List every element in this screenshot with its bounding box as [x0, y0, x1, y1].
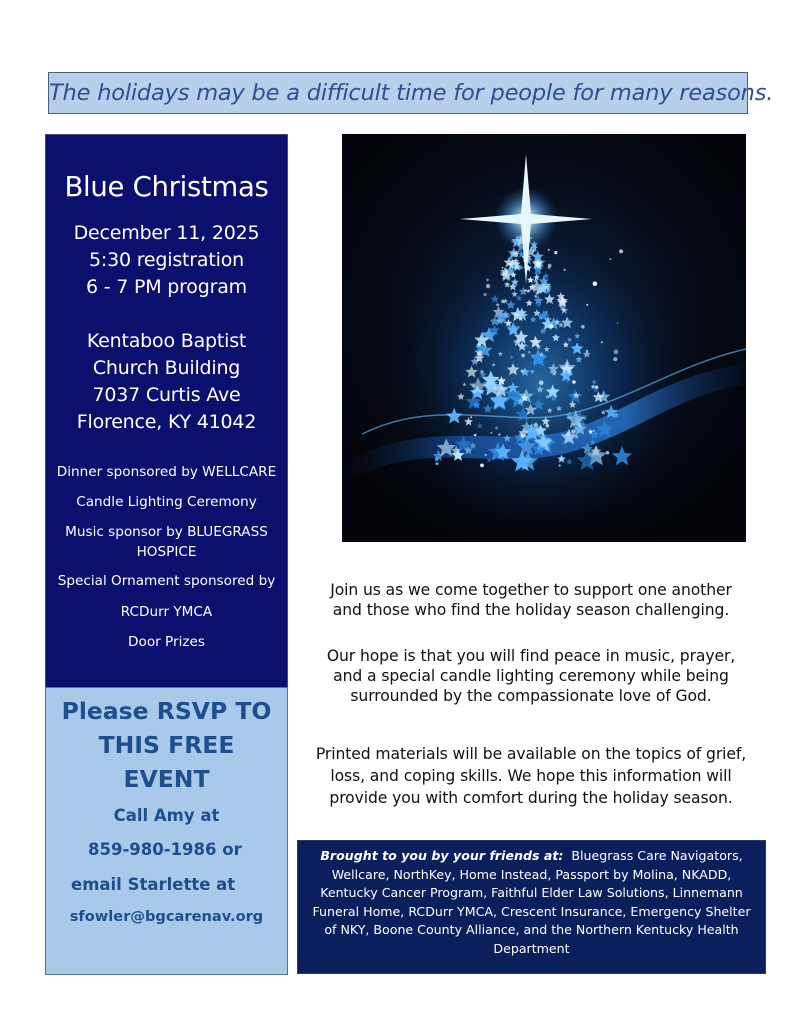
- rsvp-heading-line2: THIS FREE: [98, 731, 235, 759]
- ornament-sponsor-line2: RCDurr YMCA: [120, 604, 213, 620]
- rsvp-heading-line1: Please RSVP TO: [61, 697, 272, 725]
- hope-line1: Our hope is that you will find peace in music, prayer,: [326, 647, 736, 665]
- candle-ceremony: Candle Lighting Ceremony: [76, 494, 257, 510]
- event-title: Blue Christmas: [64, 171, 269, 203]
- materials-line2: loss, and coping skills. We hope this information will: [330, 767, 732, 785]
- christmas-tree-image: [342, 134, 746, 542]
- hope-line2: and a special candle lighting ceremony while being: [333, 667, 729, 685]
- sponsors-box: [297, 840, 766, 974]
- hope-line3: surrounded by the compassionate love of God.: [350, 687, 712, 705]
- event-details-panel: [45, 134, 288, 688]
- venue-address-street: 7037 Curtis Ave: [92, 384, 241, 406]
- rsvp-phone: 859-980-1986 or: [88, 840, 242, 859]
- intro-paragraph: [300, 580, 762, 620]
- sponsors-list: Bluegrass Care Navigators, Wellcare, NorthKey, Home Instead, Passport by Molina, NKADD, Kentucky Cancer Program, Faithful Elder Law Solutions, Linnemann Funeral Home, RCDurr YMCA, Crescent Insurance, Emergency Shelter of NKY, Boone County Alliance, and the Northern Kentucky Health Department: [312, 848, 751, 956]
- rsvp-email-label: email Starlette at: [71, 875, 236, 894]
- event-date: December 11, 2025: [73, 222, 260, 244]
- rsvp-panel: [45, 687, 288, 975]
- music-sponsor-line2: HOSPICE: [136, 544, 197, 560]
- door-prizes: Door Prizes: [128, 634, 205, 650]
- rsvp-call-label: Call Amy at: [113, 806, 220, 825]
- materials-line3: provide you with comfort during the holiday season.: [329, 789, 733, 807]
- venue-name-line2: Church Building: [92, 357, 241, 379]
- music-sponsor-line1: Music sponsor by BLUEGRASS: [65, 524, 268, 540]
- headline-banner: The holidays may be a difficult time for people for many reasons.: [48, 72, 748, 114]
- ornament-sponsor-line1: Special Ornament sponsored by: [57, 573, 276, 589]
- venue-name-line1: Kentaboo Baptist: [86, 330, 247, 352]
- event-program-time: 6 - 7 PM program: [86, 276, 247, 298]
- dinner-sponsor: Dinner sponsored by WELLCARE: [56, 464, 277, 480]
- materials-paragraph: [300, 743, 762, 809]
- sponsors-lead: Brought to you by your friends at:: [320, 848, 564, 863]
- intro-line2: and those who find the holiday season challenging.: [332, 601, 730, 619]
- intro-line1: Join us as we come together to support one another: [330, 581, 732, 599]
- rsvp-heading-line3: EVENT: [123, 765, 210, 793]
- rsvp-email-address[interactable]: sfowler@bgcarenav.org: [69, 908, 264, 925]
- materials-line1: Printed materials will be available on the topics of grief,: [315, 745, 747, 763]
- hope-paragraph: [300, 646, 762, 706]
- event-registration-time: 5:30 registration: [89, 249, 244, 271]
- venue-address-city: Florence, KY 41042: [76, 411, 257, 433]
